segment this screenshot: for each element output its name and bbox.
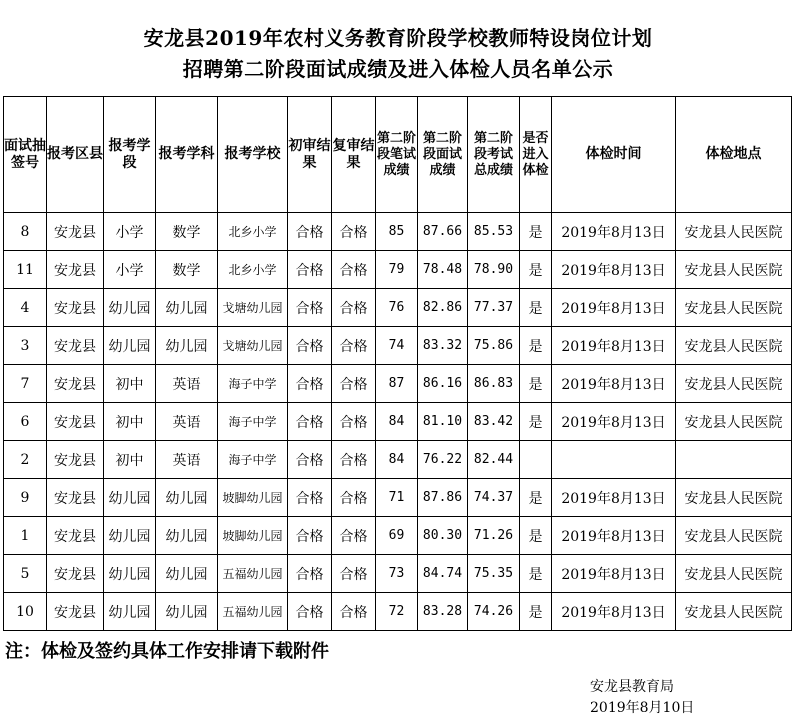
cell-medical-location: 安龙县人民医院	[676, 555, 792, 593]
cell-total-score: 75.35	[468, 555, 520, 593]
cell-written-score: 87	[376, 365, 418, 403]
cell-draw-number: 7	[4, 365, 47, 403]
cell-re-review: 合格	[332, 251, 376, 289]
cell-interview-score: 82.86	[418, 289, 468, 327]
cell-re-review: 合格	[332, 479, 376, 517]
cell-total-score: 75.86	[468, 327, 520, 365]
cell-school: 五福幼儿园	[218, 555, 288, 593]
cell-written-score: 84	[376, 441, 418, 479]
cell-medical-check: 是	[520, 327, 552, 365]
cell-subject: 英语	[156, 403, 218, 441]
table-row	[4, 403, 792, 441]
cell-interview-score: 87.66	[418, 213, 468, 251]
cell-draw-number: 8	[4, 213, 47, 251]
table-row	[4, 441, 792, 479]
cell-interview-score: 78.48	[418, 251, 468, 289]
cell-total-score: 77.37	[468, 289, 520, 327]
cell-medical-location: 安龙县人民医院	[676, 403, 792, 441]
cell-initial-review: 合格	[288, 403, 332, 441]
cell-written-score: 71	[376, 479, 418, 517]
cell-district: 安龙县	[47, 593, 104, 631]
cell-written-score: 84	[376, 403, 418, 441]
table-row	[4, 517, 792, 555]
cell-school: 海子中学	[218, 403, 288, 441]
cell-total-score: 78.90	[468, 251, 520, 289]
cell-initial-review: 合格	[288, 289, 332, 327]
cell-school-level: 幼儿园	[104, 327, 156, 365]
cell-medical-location: 安龙县人民医院	[676, 479, 792, 517]
cell-re-review: 合格	[332, 213, 376, 251]
cell-draw-number: 4	[4, 289, 47, 327]
page-title-line1: 安龙县2019年农村义务教育阶段学校教师特设岗位计划	[143, 26, 653, 50]
cell-medical-check: 是	[520, 365, 552, 403]
cell-district: 安龙县	[47, 327, 104, 365]
header-cell: 报考学科	[156, 97, 218, 213]
cell-draw-number: 10	[4, 593, 47, 631]
cell-subject: 幼儿园	[156, 517, 218, 555]
cell-medical-date: 2019年8月13日	[552, 289, 676, 327]
table-row	[4, 251, 792, 289]
cell-re-review: 合格	[332, 555, 376, 593]
cell-district: 安龙县	[47, 555, 104, 593]
cell-subject: 英语	[156, 365, 218, 403]
table-body	[4, 213, 792, 631]
cell-school-level: 幼儿园	[104, 593, 156, 631]
cell-medical-location: 安龙县人民医院	[676, 517, 792, 555]
cell-re-review: 合格	[332, 289, 376, 327]
cell-district: 安龙县	[47, 517, 104, 555]
cell-school: 海子中学	[218, 365, 288, 403]
cell-total-score: 85.53	[468, 213, 520, 251]
cell-written-score: 76	[376, 289, 418, 327]
cell-medical-date: 2019年8月13日	[552, 555, 676, 593]
header-cell: 复审结果	[332, 97, 376, 213]
cell-initial-review: 合格	[288, 365, 332, 403]
table-row	[4, 479, 792, 517]
cell-interview-score: 87.86	[418, 479, 468, 517]
cell-school-level: 幼儿园	[104, 289, 156, 327]
cell-district: 安龙县	[47, 213, 104, 251]
header-cell: 是否进入体检	[520, 97, 552, 213]
table-row	[4, 327, 792, 365]
cell-total-score: 74.26	[468, 593, 520, 631]
cell-draw-number: 9	[4, 479, 47, 517]
page-title-line2: 招聘第二阶段面试成绩及进入体检人员名单公示	[182, 57, 614, 81]
cell-medical-check: 是	[520, 213, 552, 251]
cell-school-level: 幼儿园	[104, 555, 156, 593]
cell-initial-review: 合格	[288, 517, 332, 555]
cell-medical-location	[676, 441, 792, 479]
cell-subject: 数学	[156, 213, 218, 251]
cell-medical-check	[520, 441, 552, 479]
table-row	[4, 213, 792, 251]
cell-total-score: 83.42	[468, 403, 520, 441]
cell-medical-check: 是	[520, 555, 552, 593]
cell-interview-score: 83.32	[418, 327, 468, 365]
cell-initial-review: 合格	[288, 593, 332, 631]
cell-medical-date: 2019年8月13日	[552, 365, 676, 403]
cell-initial-review: 合格	[288, 327, 332, 365]
cell-school: 北乡小学	[218, 251, 288, 289]
cell-initial-review: 合格	[288, 441, 332, 479]
cell-initial-review: 合格	[288, 479, 332, 517]
cell-medical-check: 是	[520, 289, 552, 327]
cell-total-score: 71.26	[468, 517, 520, 555]
cell-school: 海子中学	[218, 441, 288, 479]
signature-date: 2019年8月10日	[590, 700, 695, 716]
cell-draw-number: 5	[4, 555, 47, 593]
note-text: 注：体检及签约具体工作安排请下载附件	[5, 641, 329, 662]
cell-medical-check: 是	[520, 593, 552, 631]
cell-medical-date: 2019年8月13日	[552, 327, 676, 365]
cell-draw-number: 3	[4, 327, 47, 365]
cell-school: 坡脚幼儿园	[218, 517, 288, 555]
header-cell: 第二阶段笔试成绩	[376, 97, 418, 213]
cell-subject: 英语	[156, 441, 218, 479]
cell-interview-score: 80.30	[418, 517, 468, 555]
cell-district: 安龙县	[47, 479, 104, 517]
cell-draw-number: 6	[4, 403, 47, 441]
cell-draw-number: 2	[4, 441, 47, 479]
cell-medical-check: 是	[520, 479, 552, 517]
table-row	[4, 289, 792, 327]
cell-subject: 幼儿园	[156, 479, 218, 517]
cell-school-level: 小学	[104, 213, 156, 251]
results-table	[3, 96, 792, 631]
cell-re-review: 合格	[332, 441, 376, 479]
header-cell: 体检时间	[552, 97, 676, 213]
cell-school-level: 小学	[104, 251, 156, 289]
header-cell: 报考学段	[104, 97, 156, 213]
cell-medical-date	[552, 441, 676, 479]
cell-medical-check: 是	[520, 251, 552, 289]
cell-written-score: 69	[376, 517, 418, 555]
cell-re-review: 合格	[332, 403, 376, 441]
signature-org: 安龙县教育局	[590, 679, 674, 695]
cell-interview-score: 76.22	[418, 441, 468, 479]
cell-subject: 幼儿园	[156, 555, 218, 593]
cell-total-score: 74.37	[468, 479, 520, 517]
cell-written-score: 79	[376, 251, 418, 289]
cell-medical-date: 2019年8月13日	[552, 593, 676, 631]
header-cell: 第二阶段考试总成绩	[468, 97, 520, 213]
cell-initial-review: 合格	[288, 555, 332, 593]
cell-interview-score: 86.16	[418, 365, 468, 403]
cell-school: 五福幼儿园	[218, 593, 288, 631]
cell-written-score: 73	[376, 555, 418, 593]
cell-medical-date: 2019年8月13日	[552, 517, 676, 555]
cell-total-score: 86.83	[468, 365, 520, 403]
table-row	[4, 555, 792, 593]
table-header-row	[4, 97, 792, 213]
cell-school: 戈塘幼儿园	[218, 327, 288, 365]
cell-medical-date: 2019年8月13日	[552, 479, 676, 517]
cell-subject: 幼儿园	[156, 327, 218, 365]
table-row	[4, 593, 792, 631]
cell-re-review: 合格	[332, 365, 376, 403]
cell-subject: 幼儿园	[156, 593, 218, 631]
cell-medical-date: 2019年8月13日	[552, 213, 676, 251]
cell-draw-number: 11	[4, 251, 47, 289]
cell-school: 坡脚幼儿园	[218, 479, 288, 517]
cell-district: 安龙县	[47, 365, 104, 403]
cell-school: 戈塘幼儿园	[218, 289, 288, 327]
cell-medical-date: 2019年8月13日	[552, 403, 676, 441]
header-cell: 体检地点	[676, 97, 792, 213]
cell-district: 安龙县	[47, 289, 104, 327]
cell-written-score: 72	[376, 593, 418, 631]
cell-school-level: 幼儿园	[104, 479, 156, 517]
table-row	[4, 365, 792, 403]
cell-district: 安龙县	[47, 441, 104, 479]
cell-district: 安龙县	[47, 403, 104, 441]
cell-school-level: 初中	[104, 365, 156, 403]
cell-interview-score: 84.74	[418, 555, 468, 593]
cell-subject: 幼儿园	[156, 289, 218, 327]
header-cell: 初审结果	[288, 97, 332, 213]
cell-re-review: 合格	[332, 327, 376, 365]
cell-medical-location: 安龙县人民医院	[676, 593, 792, 631]
cell-interview-score: 81.10	[418, 403, 468, 441]
cell-initial-review: 合格	[288, 213, 332, 251]
header-cell: 第二阶段面试成绩	[418, 97, 468, 213]
header-cell: 报考区县	[47, 97, 104, 213]
cell-interview-score: 83.28	[418, 593, 468, 631]
header-cell: 面试抽签号	[4, 97, 47, 213]
cell-school-level: 初中	[104, 441, 156, 479]
cell-school: 北乡小学	[218, 213, 288, 251]
cell-school-level: 初中	[104, 403, 156, 441]
cell-initial-review: 合格	[288, 251, 332, 289]
cell-medical-check: 是	[520, 403, 552, 441]
cell-written-score: 85	[376, 213, 418, 251]
cell-medical-location: 安龙县人民医院	[676, 365, 792, 403]
cell-written-score: 74	[376, 327, 418, 365]
cell-medical-date: 2019年8月13日	[552, 251, 676, 289]
cell-medical-check: 是	[520, 517, 552, 555]
cell-medical-location: 安龙县人民医院	[676, 213, 792, 251]
header-cell: 报考学校	[218, 97, 288, 213]
cell-medical-location: 安龙县人民医院	[676, 327, 792, 365]
cell-medical-location: 安龙县人民医院	[676, 251, 792, 289]
cell-re-review: 合格	[332, 593, 376, 631]
cell-subject: 数学	[156, 251, 218, 289]
cell-school-level: 幼儿园	[104, 517, 156, 555]
cell-draw-number: 1	[4, 517, 47, 555]
cell-medical-location: 安龙县人民医院	[676, 289, 792, 327]
cell-district: 安龙县	[47, 251, 104, 289]
cell-re-review: 合格	[332, 517, 376, 555]
cell-total-score: 82.44	[468, 441, 520, 479]
